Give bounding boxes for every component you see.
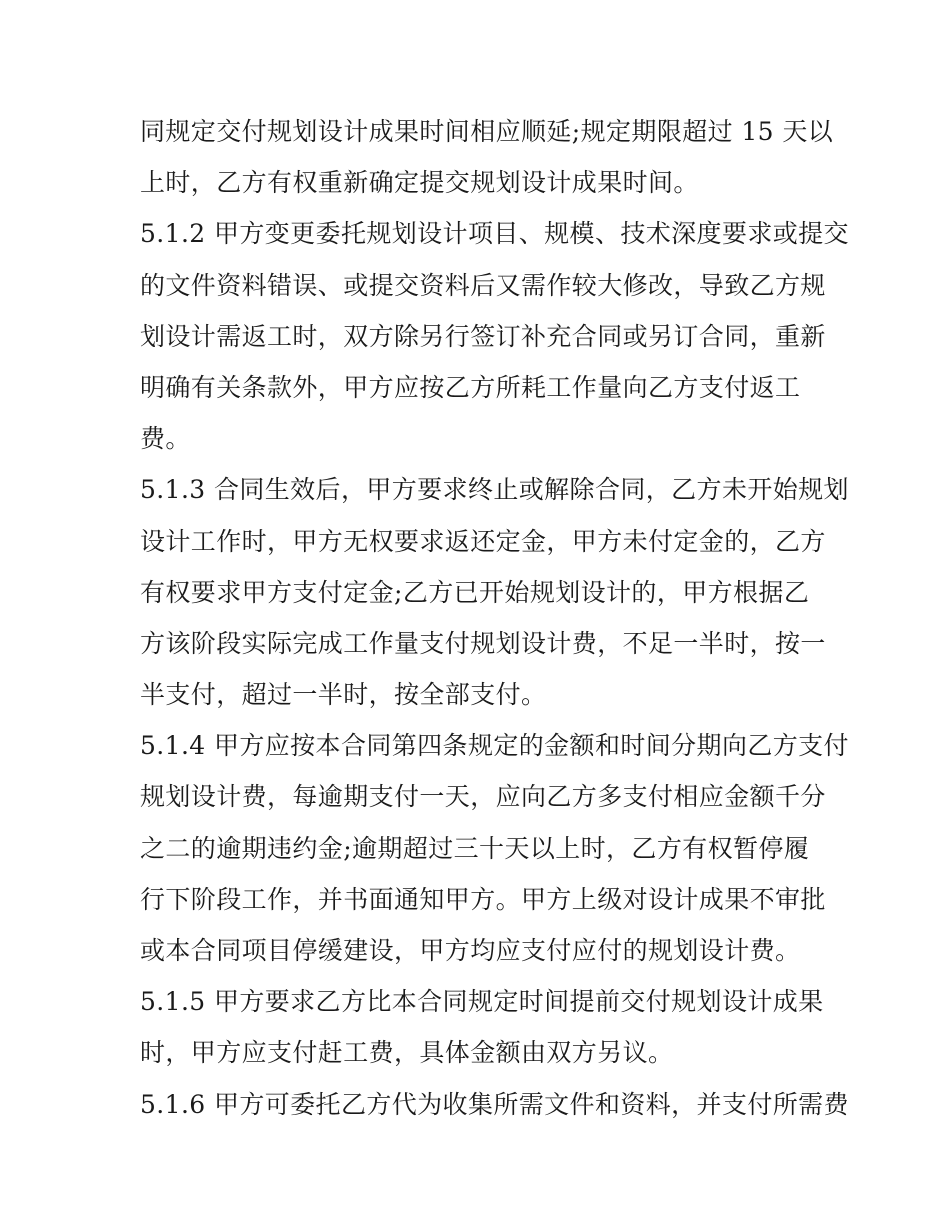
clause-5-1-4-line: 5.1.4 甲方应按本合同第四条规定的金额和时间分期向乙方支付	[140, 731, 849, 761]
text-line: 费。	[140, 424, 191, 454]
clause-5-1-5-line: 5.1.5 甲方要求乙方比本合同规定时间提前交付规划设计成果	[140, 987, 824, 1017]
text-line: 时，甲方应支付赶工费，具体金额由双方另议。	[140, 1038, 674, 1068]
text-line: 行下阶段工作，并书面通知甲方。甲方上级对设计成果不审批	[140, 884, 826, 914]
text-line: 之二的逾期违约金;逾期超过三十天以上时，乙方有权暂停履	[140, 833, 810, 863]
clause-5-1-2-line: 5.1.2 甲方变更委托规划设计项目、规模、技术深度要求或提交	[140, 219, 849, 249]
text-line: 划设计需返工时，双方除另行签订补充合同或另订合同，重新	[140, 321, 826, 351]
text-line: 方该阶段实际完成工作量支付规划设计费，不足一半时，按一	[140, 628, 826, 658]
text-line: 设计工作时，甲方无权要求返还定金，甲方未付定金的，乙方	[140, 526, 826, 556]
clause-5-1-6-line: 5.1.6 甲方可委托乙方代为收集所需文件和资料，并支付所需费	[140, 1089, 849, 1119]
clause-5-1-3-line: 5.1.3 合同生效后，甲方要求终止或解除合同，乙方未开始规划	[140, 475, 849, 505]
text-line: 规划设计费，每逾期支付一天，应向乙方多支付相应金额千分	[140, 782, 826, 812]
text-line: 半支付，超过一半时，按全部支付。	[140, 680, 547, 710]
text-line: 同规定交付规划设计成果时间相应顺延;规定期限超过 15 天以	[140, 117, 834, 146]
text-line: 或本合同项目停缓建设，甲方均应支付应付的规划设计费。	[140, 936, 801, 965]
text-line: 有权要求甲方支付定金;乙方已开始规划设计的，甲方根据乙	[140, 577, 810, 607]
text-line: 明确有关条款外，甲方应按乙方所耗工作量向乙方支付返工	[140, 372, 801, 402]
text-line: 的文件资料错误、或提交资料后又需作较大修改，导致乙方规	[140, 270, 826, 300]
contract-body-text	[140, 106, 849, 1130]
text-line: 上时，乙方有权重新确定提交规划设计成果时间。	[140, 168, 699, 198]
